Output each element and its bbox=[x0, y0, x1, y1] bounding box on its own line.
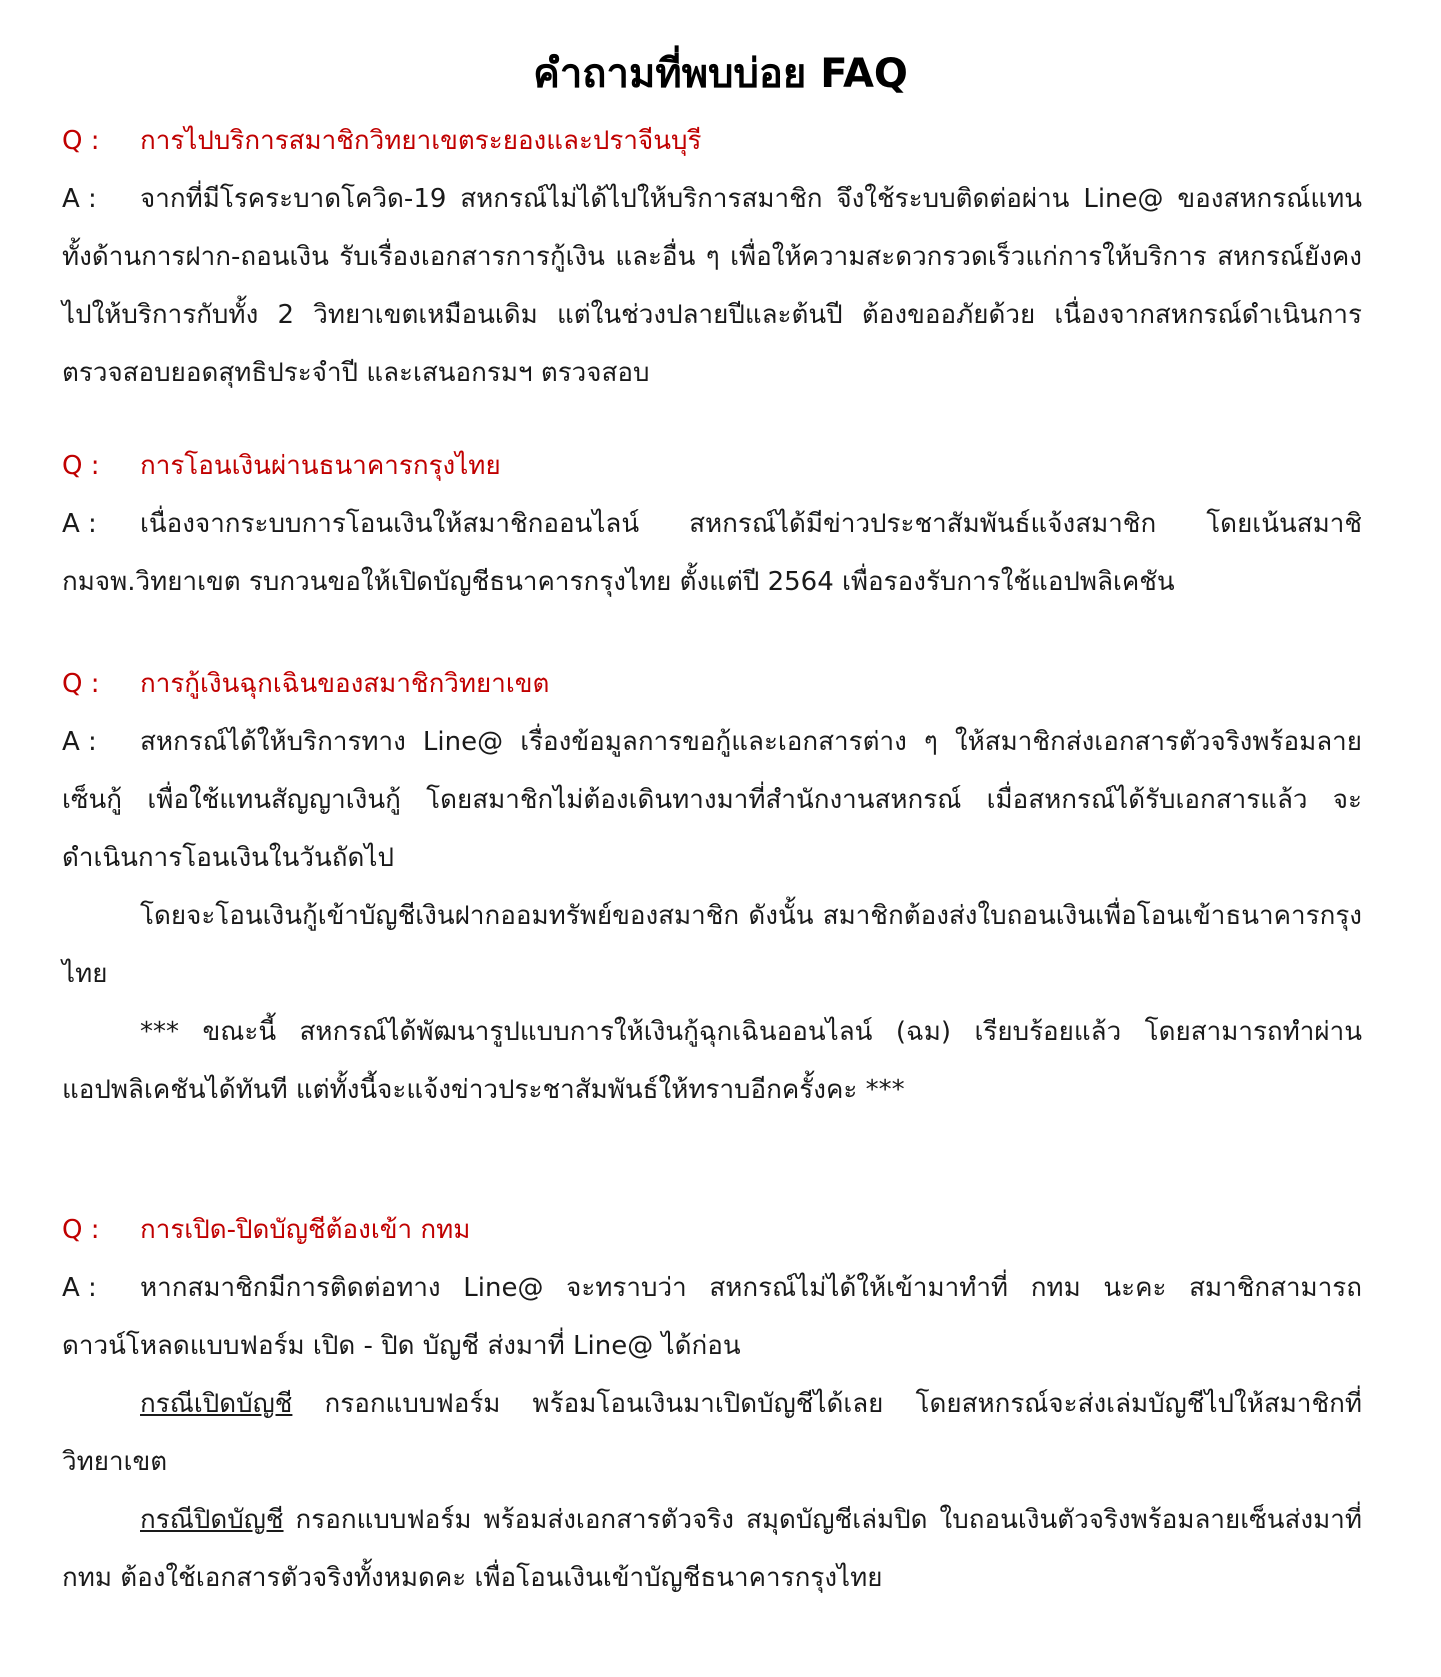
faq-item bbox=[62, 1201, 1362, 1607]
question-marker: Q : bbox=[62, 669, 100, 699]
answer-text: สหกรณ์ได้ให้บริการทาง Line@ เรื่องข้อมูลการขอกู้และเอกสารต่าง ๆ ให้สมาชิกส่งเอกสารตัวจริงพร้อมลายเซ็นกู้ เพื่อใช้แทนสัญญาเงินกู้ โดยสมาชิกไม่ต้องเดินทางมาที่สำนักงานสหกรณ์ เมื่อสหกรณ์ได้รับเอกสารแล้ว จะดำเนินการโอนเงินในวันถัดไป bbox=[62, 727, 1362, 873]
question-marker: Q : bbox=[62, 126, 100, 156]
answer-text: จากที่มีโรคระบาดโควิด-19 สหกรณ์ไม่ได้ไปให้บริการสมาชิก จึงใช้ระบบติดต่อผ่าน Line@ ของสหกรณ์แทน ทั้งด้านการฝาก-ถอนเงิน รับเรื่องเอกสารการกู้เงิน และอื่น ๆ เพื่อให้ความสะดวกรวดเร็วแก่การให้บริการ สหกรณ์ยังคงไปให้บริการกับทั้ง 2 วิทยาเขตเหมือนเดิม แต่ในช่วงปลายปีและต้นปี ต้องขออภัยด้วย เนื่องจากสหกรณ์ดำเนินการตรวจสอบยอดสุทธิประจำปี และเสนอกรมฯ ตรวจสอบ bbox=[62, 184, 1362, 388]
faq-item bbox=[62, 112, 1362, 402]
answer-paragraph bbox=[62, 170, 1362, 402]
open-account-label: กรณีเปิดบัญชี bbox=[140, 1389, 293, 1419]
answer-marker: A : bbox=[62, 509, 97, 539]
answer-text: เนื่องจากระบบการโอนเงินให้สมาชิกออนไลน์ สหกรณ์ได้มีข่าวประชาสัมพันธ์แจ้งสมาชิก โดยเน้นสมาชิกมจพ.วิทยาเขต รบกวนขอให้เปิดบัญชีธนาคารกรุงไทย ตั้งแต่ปี 2564 เพื่อรองรับการใช้แอปพลิเคชัน bbox=[62, 509, 1362, 597]
answer-marker: A : bbox=[62, 727, 97, 757]
question-text: การโอนเงินผ่านธนาคารกรุงไทย bbox=[140, 451, 501, 481]
answer-paragraph bbox=[62, 495, 1362, 611]
close-account-text: กรอกแบบฟอร์ม พร้อมส่งเอกสารตัวจริง สมุดบัญชีเล่มปิด ใบถอนเงินตัวจริงพร้อมลายเซ็นส่งมาที่ กทม ต้องใช้เอกสารตัวจริงทั้งหมดคะ เพื่อโอนเงินเข้าบัญชีธนาคารกรุงไทย bbox=[62, 1505, 1362, 1593]
question-marker: Q : bbox=[62, 451, 100, 481]
answer-paragraph bbox=[62, 713, 1362, 887]
faq-item bbox=[62, 437, 1362, 611]
close-account-paragraph bbox=[62, 1491, 1362, 1607]
question-text: การไปบริการสมาชิกวิทยาเขตระยองและปราจีนบุรี bbox=[140, 126, 702, 156]
question-marker: Q : bbox=[62, 1215, 100, 1245]
answer-text: หากสมาชิกมีการติดต่อทาง Line@ จะทราบว่า สหกรณ์ไม่ได้ให้เข้ามาทำที่ กทม นะคะ สมาชิกสามารถดาวน์โหลดแบบฟอร์ม เปิด - ปิด บัญชี ส่งมาที่ Line@ ได้ก่อน bbox=[62, 1273, 1362, 1361]
faq-item bbox=[62, 655, 1362, 1119]
answer-paragraph-2: โดยจะโอนเงินกู้เข้าบัญชีเงินฝากออมทรัพย์ของสมาชิก ดังนั้น สมาชิกต้องส่งใบถอนเงินเพื่อโอนเข้าธนาคารกรุงไทย bbox=[62, 901, 1362, 989]
question-row bbox=[62, 437, 1362, 495]
open-account-paragraph bbox=[62, 1375, 1362, 1491]
question-row bbox=[62, 1201, 1362, 1259]
answer-paragraph bbox=[62, 1259, 1362, 1375]
answer-note: *** ขณะนี้ สหกรณ์ได้พัฒนารูปแบบการให้เงินกู้ฉุกเฉินออนไลน์ (ฉม) เรียบร้อยแล้ว โดยสามารถทำผ่านแอปพลิเคชันได้ทันที แต่ทั้งนี้จะแจ้งข่าวประชาสัมพันธ์ให้ทราบอีกครั้งคะ *** bbox=[62, 1017, 1362, 1105]
open-account-text: กรอกแบบฟอร์ม พร้อมโอนเงินมาเปิดบัญชีได้เลย โดยสหกรณ์จะส่งเล่มบัญชีไปให้สมาชิกที่วิทยาเขต bbox=[62, 1389, 1362, 1477]
close-account-label: กรณีปิดบัญชี bbox=[140, 1505, 284, 1535]
page-title: คำถามที่พบบ่อย FAQ bbox=[533, 51, 908, 97]
question-text: การกู้เงินฉุกเฉินของสมาชิกวิทยาเขต bbox=[140, 669, 550, 699]
answer-marker: A : bbox=[62, 1273, 97, 1303]
answer-marker: A : bbox=[62, 184, 97, 214]
question-text: การเปิด-ปิดบัญชีต้องเข้า กทม bbox=[140, 1215, 471, 1245]
question-row bbox=[62, 112, 1362, 170]
question-row bbox=[62, 655, 1362, 713]
